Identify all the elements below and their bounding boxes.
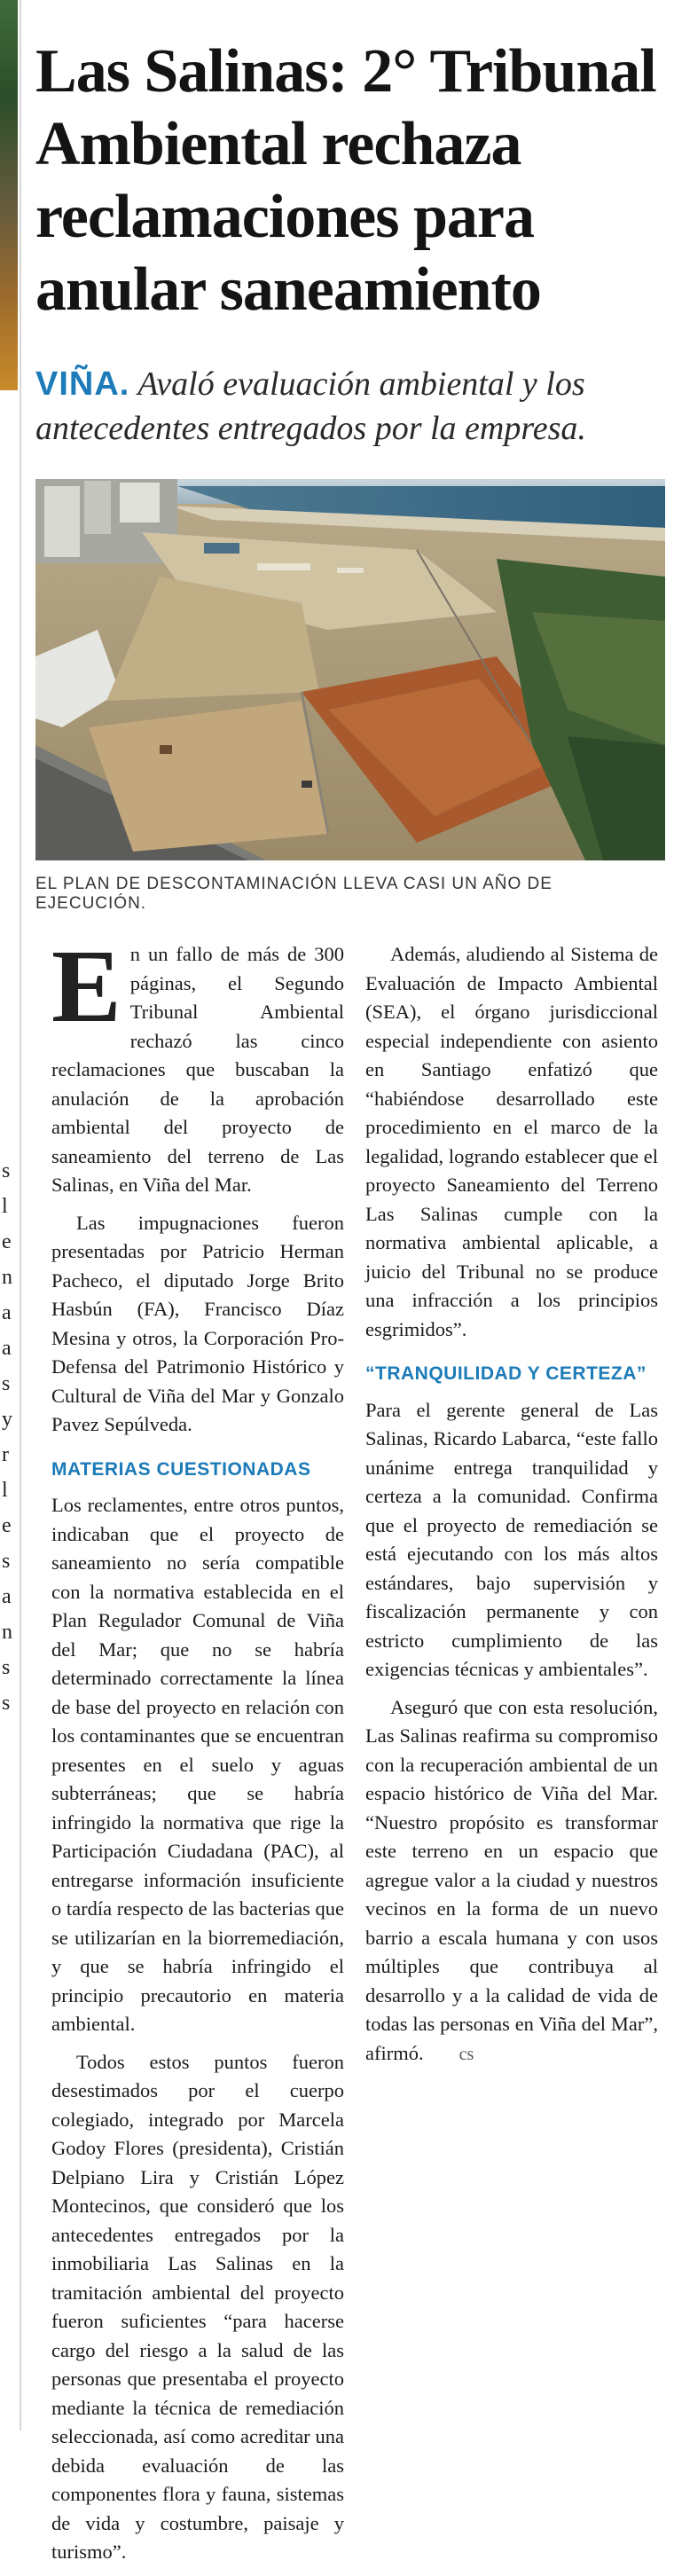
left-fragment-15: s <box>2 1692 11 1715</box>
lead-place: VIÑA. <box>35 365 130 403</box>
paragraph-7-text: Aseguró que con esta resolución, Las Salinas reafirma su compromiso con la recuperación ambiental de un espacio histórico de Viña del Mar. “Nuestro propósito es transformar este terreno en un espacio que agregue valor a la ciudad y nuestros vecinos en la forma de un nuevo barrio a escala humana y con usos múltiples que contribuya al desarrollo y a la calidad de vida de todas las personas en Viña del Mar”, afirmó. <box>365 1695 658 2064</box>
left-fragment-0: s <box>2 1159 11 1182</box>
adjacent-article-text-fragments <box>2 1153 18 1721</box>
headline: Las Salinas: 2° Tribunal Ambiental rechaza reclamaciones para anular saneamiento <box>35 37 656 324</box>
left-fragment-3: n <box>2 1266 12 1289</box>
aerial-photo <box>35 479 665 860</box>
left-fragment-7: y <box>2 1408 12 1431</box>
column-right <box>365 940 658 2077</box>
subhead-materias: MATERIAS CUESTIONADAS <box>51 1458 311 1480</box>
paragraph-6: Para el gerente general de Las Salinas, Ricardo Labarca, “este fallo unánime entrega tranquilidad y certeza a la comunidad. Confirma que el proyecto de remediación se está ejecutando con los más altos estándares, bajo supervisión y fiscalización permanente y con estricto cumplimiento de las exigencias técnicas y ambientales”. <box>365 1398 658 1680</box>
aerial-photo-drawing <box>35 479 665 860</box>
paragraph-7 <box>365 1693 658 2069</box>
end-mark: cs <box>458 2044 474 2064</box>
left-fragment-13: n <box>2 1621 12 1644</box>
paragraph-4: Todos estos puntos fueron desestimados por el cuerpo colegiado, integrado por Marcela Godoy Flores (presidenta), Cristián Delpiano Lira y Cristián López Montecinos, que consideró que los antecedentes entregados por la inmobiliaria Las Salinas en la tramitación ambiental del proyecto fueron suficientes “para hacerse cargo del riesgo a la salud de las personas que presentaba el proyecto mediante la técnica de remediación seleccionada, así como acreditar una debida evaluación de las componentes flora y fauna, sistemas de vida y costumbre, paisaje y turismo”. <box>51 2050 344 2563</box>
left-fragment-9: l <box>2 1479 8 1502</box>
lead <box>35 362 665 451</box>
left-fragment-14: s <box>2 1656 11 1679</box>
subhead-tranquilidad: “TRANQUILIDAD Y CERTEZA” <box>365 1363 647 1384</box>
lead-text: Avaló evaluación ambiental y los antecedentes entregados por la empresa. <box>35 365 586 447</box>
left-fragment-12: a <box>2 1585 12 1608</box>
left-fragment-4: a <box>2 1301 12 1324</box>
paragraph-1-text: n un fallo de más de 300 páginas, el Segundo Tribunal Ambiental rechazó las cinco reclamaciones que buscaban la anulación de la aprobación ambiental del proyecto de saneamiento del terreno de Las Salinas, en Viña del Mar. <box>51 943 344 1196</box>
left-fragment-6: s <box>2 1372 11 1395</box>
left-fragment-8: r <box>2 1443 9 1466</box>
adjacent-article-photo-strip <box>0 0 18 390</box>
photo-caption: EL PLAN DE DESCONTAMINACIÓN LLEVA CASI UN AÑO DE EJECUCIÓN. <box>35 875 553 913</box>
left-fragment-11: s <box>2 1550 11 1573</box>
left-fragment-2: e <box>2 1230 12 1253</box>
paragraph-2: Las impugnaciones fueron presentadas por Patricio Herman Pacheco, el diputado Jorge Brito Hasbún (FA), Francisco Díaz Mesina y otros, la Corporación Pro-Defensa del Patrimonio Histórico y Cultural de Viña del Mar y Gonzalo Pavez Sepúlveda. <box>51 1211 344 1435</box>
column-left <box>51 928 344 2576</box>
article-body <box>35 928 665 2563</box>
left-fragment-5: a <box>2 1337 12 1360</box>
dropcap: E <box>51 928 121 1044</box>
paragraph-1 <box>51 928 344 1200</box>
column-divider <box>20 0 21 2431</box>
paragraph-5: Además, aludiendo al Sistema de Evaluación de Impacto Ambiental (SEA), el órgano jurisdiccional especial independiente con asiento en Santiago enfatizó que “habiéndose desarrollado este procedimiento en el marco de la legalidad, logrando establecer que el proyecto Saneamiento del Terreno Las Salinas cumple con la normativa ambiental aplicable, a juicio del Tribunal no se produce una infracción a los principios esgrimidos”. <box>365 943 658 1340</box>
left-fragment-1: l <box>2 1195 8 1218</box>
article <box>35 0 665 451</box>
left-fragment-10: e <box>2 1514 12 1537</box>
paragraph-3: Los reclamentes, entre otros puntos, indicaban que el proyecto de saneamiento no sería compatible con la normativa establecida en el Plan Regulador Comunal de Viña del Mar; que no se habría determinado correctamente la línea de base del proyecto en relación con los contaminantes que se encuentran presentes en el suelo y aguas subterráneas; que se habría infringido la normativa que rige la Participación Ciudadana (PAC), al entregarse información insuficiente o tardía respecto de las bacterias que se utilizarían en la biorremediación, y que se habría infringido el principio precautorio en materia ambiental. <box>51 1494 344 2035</box>
